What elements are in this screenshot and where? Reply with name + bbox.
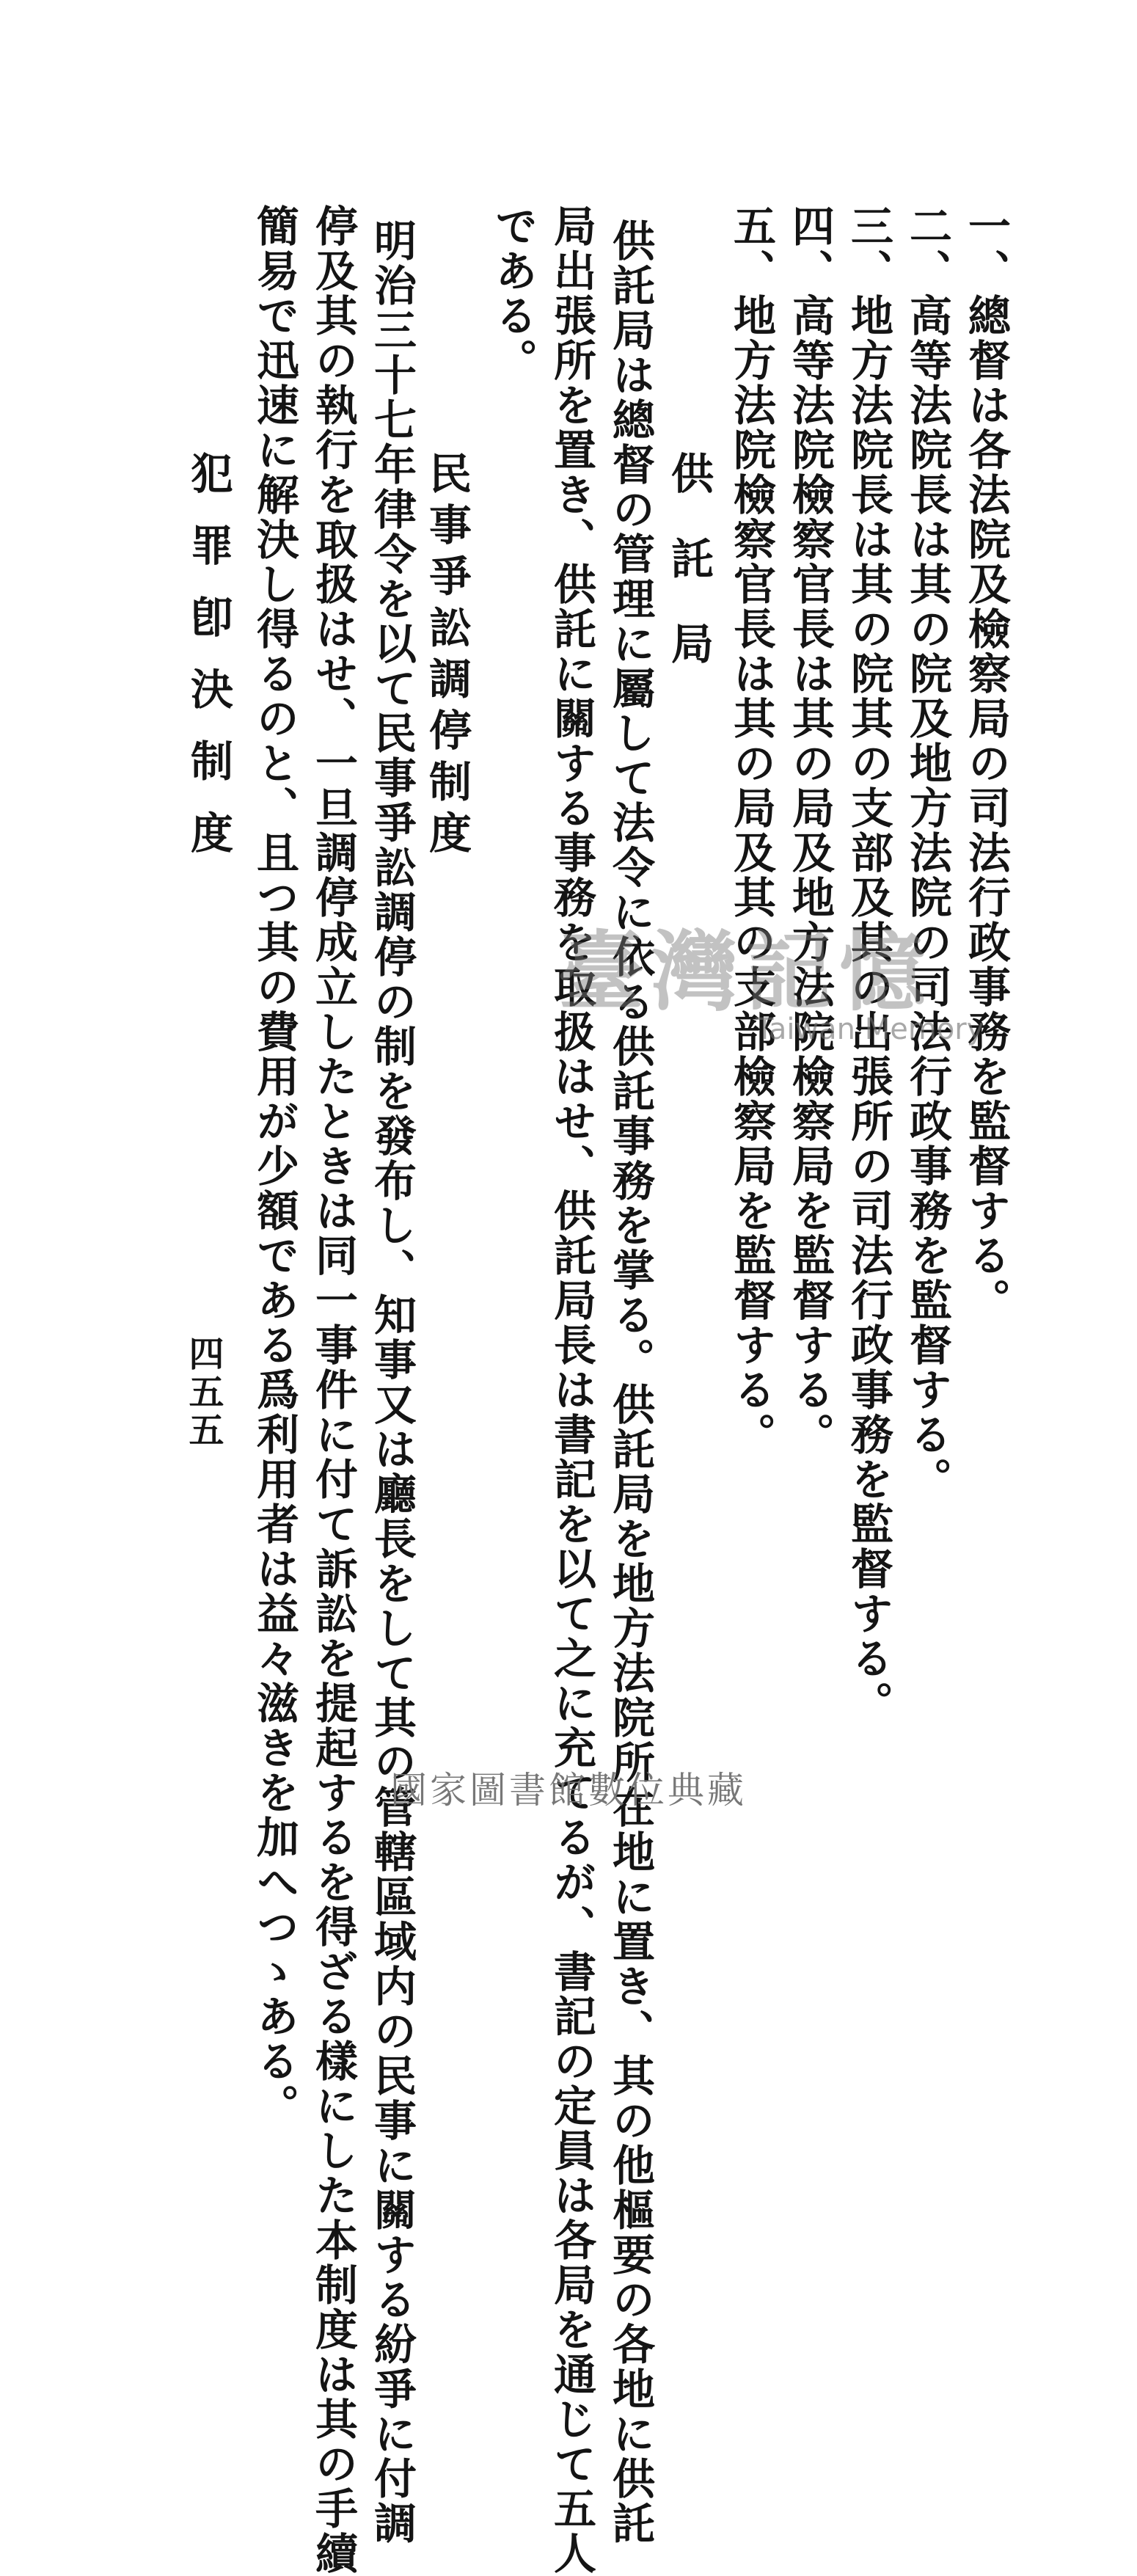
section1-line-3: である。: [488, 204, 538, 383]
watermark-subtitle: Taiwan Memory: [756, 1012, 984, 1046]
section2-line-1: 明治三十七年律令を以て民事爭訟調停の制を發布し、知事又は廳長をして其の管轄區域内の民事に關する紛爭に付調: [367, 219, 417, 2546]
section1-line-1: 供託局は總督の管理に屬して法令に依る供託事務を掌る。供託局を地方法院所在地に置き、其の他樞要の各地に供託: [605, 219, 655, 2546]
section2-line-3: 簡易で迅速に解決し得るのと、且つ其の費用が少額である爲利用者は益々滋きを加へつゝある。: [249, 204, 299, 2128]
item-3: 三、地方法院長は其の院其の支部及其の出張所の司法行政事務を監督する。: [844, 204, 893, 1726]
footer-collection-label: 國家圖書館數位典藏: [390, 1769, 747, 1811]
section-heading-sokketsu: 犯罪卽決制度: [183, 451, 233, 883]
item-2: 二、高等法院長は其の院及地方法院の司法行政事務を監督する。: [902, 204, 952, 1502]
section-heading-chotei: 民事爭訟調停制度: [422, 451, 472, 862]
item-4: 四、高等法院檢察官長は其の局及地方法院檢察局を監督する。: [785, 204, 835, 1457]
item-1: 一、總督は各法院及檢察局の司法行政事務を監督する。: [961, 204, 1011, 1323]
item-5: 五、地方法院檢察官長は其の局及其の支部檢察局を監督する。: [726, 204, 776, 1457]
section2-line-2: 停及其の執行を取扱はせ、一旦調停成立したときは同一事件に付て訴訟を提起するを得ざる樣にした本制度は其の手續: [308, 204, 358, 2576]
section-heading-kyotaku: 供託局: [664, 451, 714, 707]
watermark-logo: 臺灣記憶: [557, 921, 934, 1023]
section1-line-2: 局出張所を置き、供託に關する事務を取扱はせ、供託局長は書記を以て之に充てるが、書記の定員は各局を通じて五人: [546, 204, 596, 2576]
page-number: 四五五: [183, 1335, 224, 1450]
